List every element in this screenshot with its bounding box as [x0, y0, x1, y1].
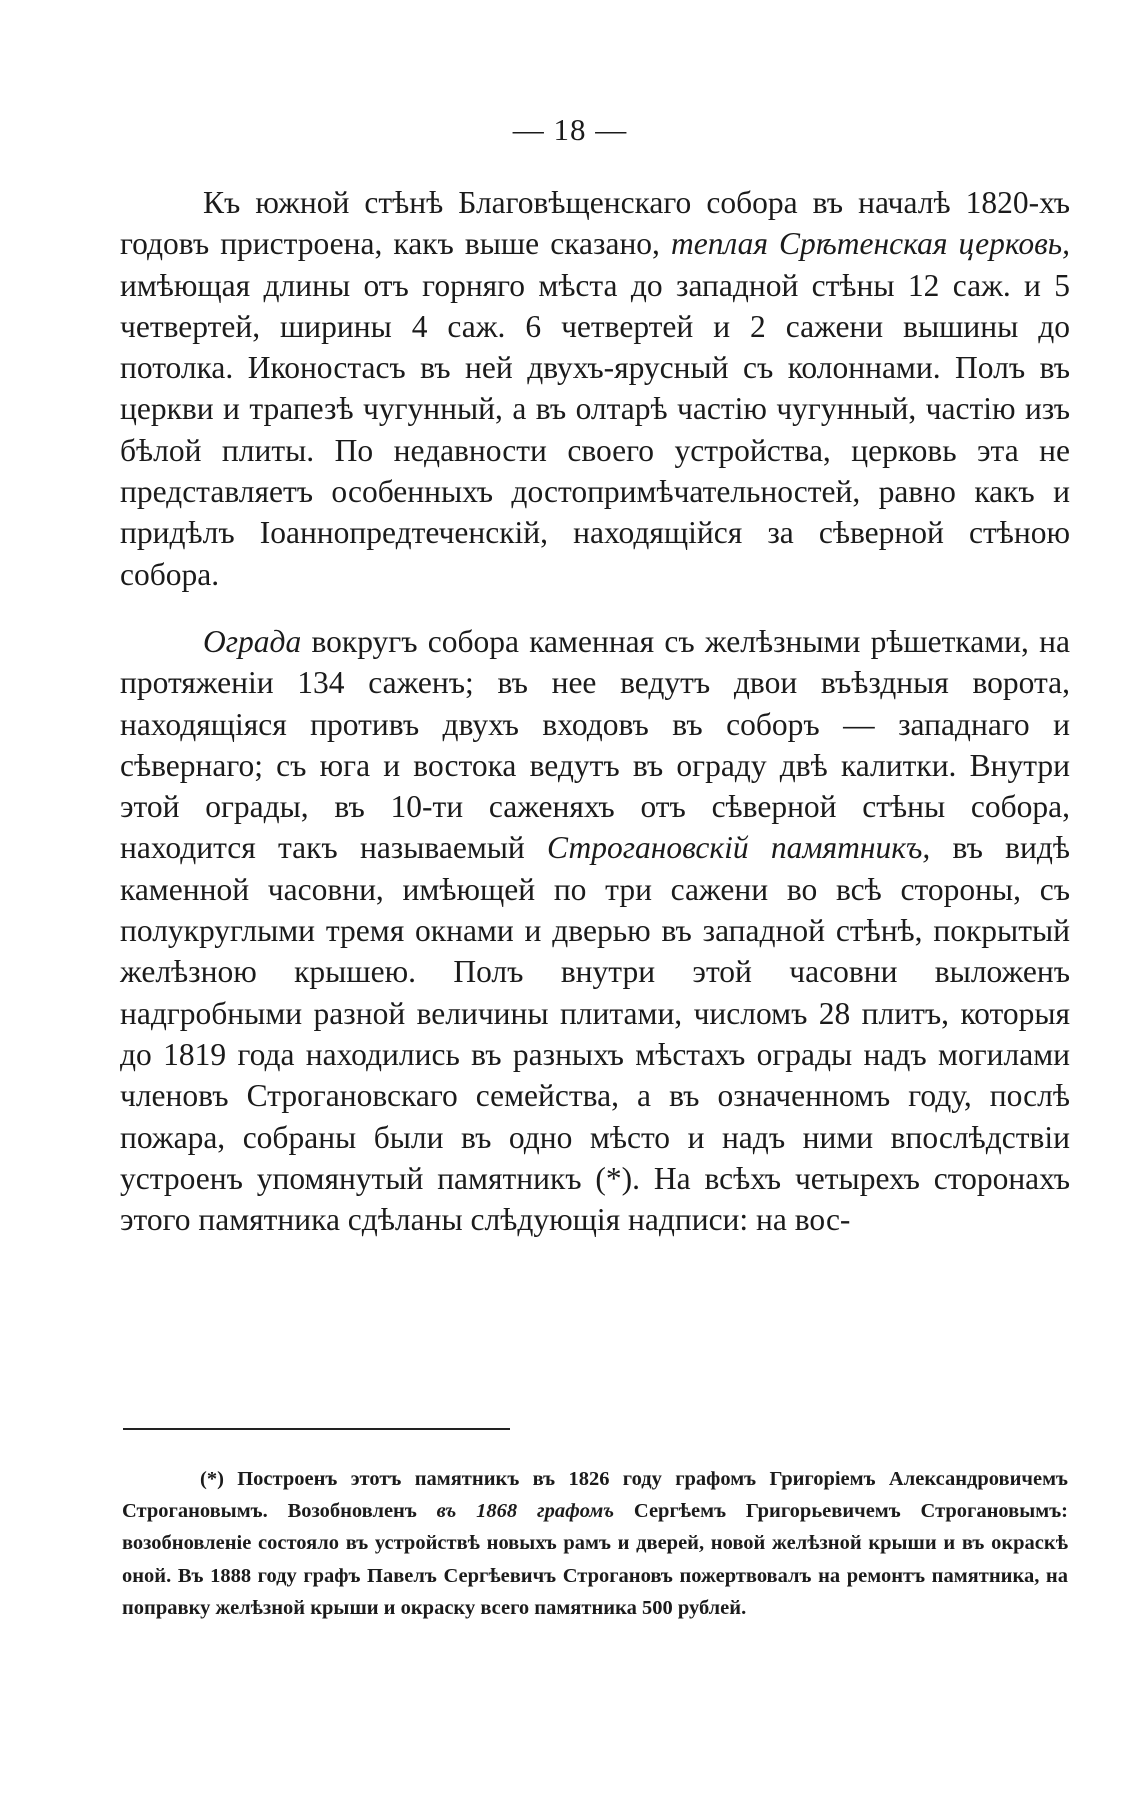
footnote: [122, 1463, 1068, 1624]
paragraph-church-text-2: имѣющая длины отъ горняго мѣста до западной стѣны 12 саж. и 5 четвертей, ширины 4 саж. 6 четвертей и 2 сажени вышины до потолка. Иконостасъ въ ней двухъ-ярусный съ колоннами. Полъ въ церкви и трапезѣ чугунный, а въ олтарѣ частію чугунный, частію изъ бѣлой плиты. По недавности своего устройства, церковь эта не представляетъ особенныхъ достопримѣчательностей, равно какъ и придѣлъ Іоаннопредтеченскій, находящійся за сѣверной стѣною собора.: [120, 267, 1070, 592]
paragraph-fence-text-1: вокругъ собора каменная съ желѣзными рѣшетками, на протяженіи 134 саженъ; въ нее ведутъ двои въѣздныя ворота, находящіяся противъ двухъ входовъ въ соборъ — западнаго и сѣвернаго; съ юга и востока ведутъ въ ограду двѣ калитки. Внутри этой ограды, въ 10-ти саженяхъ отъ сѣверной стѣны собора, находится такъ называемый: [120, 623, 1070, 866]
page-number: — 18 —: [512, 112, 628, 147]
paragraph-church-text-1: Къ южной стѣнѣ Благовѣщенскаго собора въ началѣ 1820-хъ годовъ пристроена, какъ выше сказано,: [120, 185, 1070, 262]
paragraph-church-italic-1: теплая Срѣтенская церковь,: [670, 226, 1070, 262]
paragraph-church: [120, 182, 1070, 595]
footnote-divider: [123, 1428, 510, 1430]
main-text: [120, 182, 1070, 1240]
paragraph-fence-text-2: въ видѣ каменной часовни, имѣющей по три сажени во всѣ стороны, съ полукруглыми тремя окнами и дверью въ западной стѣнѣ, покрытый желѣзною крышею. Полъ внутри этой часовни выложенъ надгробными разной величины плитами, числомъ 28 плитъ, которыя до 1819 года находились въ разныхъ мѣстахъ ограды надъ могилами членовъ Строгановскаго семейства, а въ означенномъ году, послѣ пожара, собраны были въ одно мѣсто и надъ ними впослѣдствіи устроенъ упомянутый памятникъ (*). На всѣхъ четырехъ сторонахъ этого памятника сдѣланы слѣдующія надписи: на вос-: [120, 830, 1070, 1238]
footnote-italic-1: въ 1868 графомъ: [436, 1500, 615, 1523]
paragraph-fence: [120, 621, 1070, 1240]
paragraph-fence-italic-1: Ограда: [203, 623, 302, 659]
paragraph-fence-italic-2: Строгановскій памятникъ,: [547, 830, 931, 866]
footnote-text-1: (*) Построенъ этотъ памятникъ въ 1826 году графомъ Григоріемъ Александровичемъ Строгановымъ. Возобновленъ: [122, 1468, 1068, 1523]
footnote-text-2: Сергѣемъ Григорьевичемъ Строгановымъ: возобновленіе состояло въ устройствѣ новыхъ рамъ и дверей, новой желѣзной крыши и въ окраскѣ оной. Въ 1888 году графъ Павелъ Сергѣевичъ Строгановъ пожертвовалъ на ремонтъ памятника, на поправку желѣзной крыши и окраску всего памятника 500 рублей.: [122, 1500, 1068, 1619]
